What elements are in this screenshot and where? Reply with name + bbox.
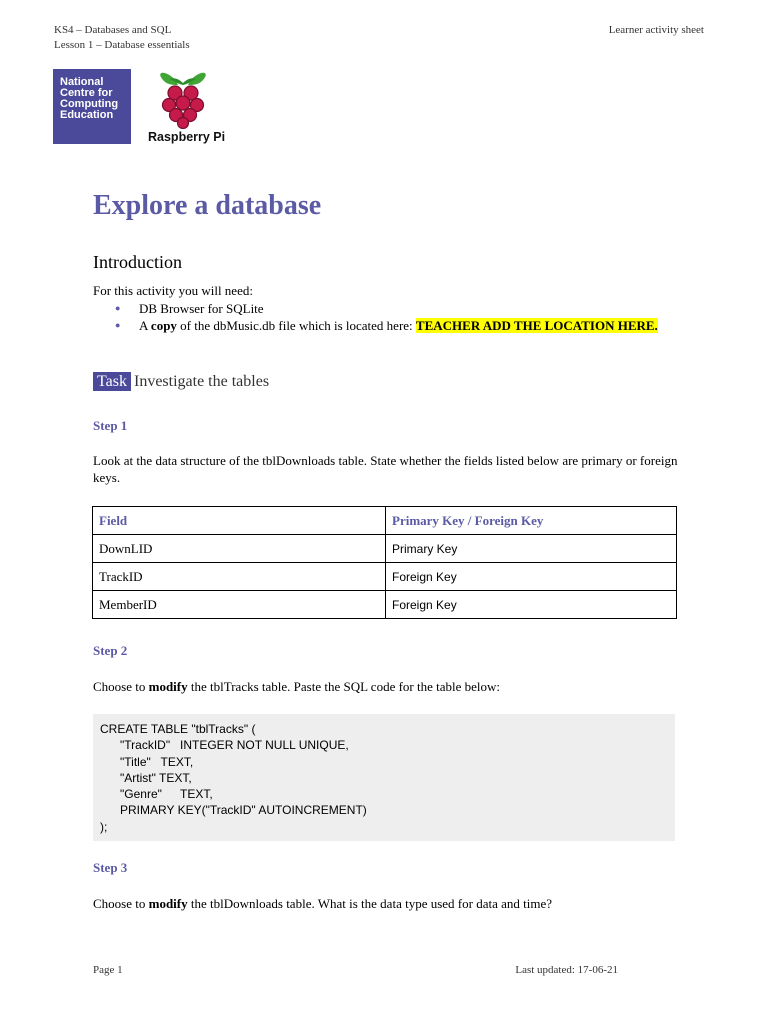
key-type-cell: Primary Key (386, 535, 677, 563)
table-row (93, 591, 677, 619)
table-row (93, 563, 677, 591)
code-line: PRIMARY KEY("TrackID" AUTOINCREMENT) (100, 803, 367, 818)
raspberry-pi-logo (146, 67, 236, 147)
introduction-heading: Introduction (93, 252, 182, 272)
step-2-text: Choose to modify the tblTracks table. Paste the SQL code for the table below: (93, 679, 501, 694)
raspberry-pi-wordmark: Raspberry Pi (148, 130, 226, 144)
code-line: "TrackID" INTEGER NOT NULL UNIQUE, (100, 738, 349, 753)
sql-code-block[interactable] (93, 714, 675, 841)
course-name: KS4 – Databases and SQL (54, 24, 172, 36)
keys-table (92, 506, 677, 619)
last-updated: Last updated: 17-06-21 (515, 964, 618, 976)
introduction-text: For this activity you will need: (93, 283, 253, 298)
sheet-type: Learner activity sheet (608, 24, 704, 36)
table-header-row (93, 507, 677, 535)
code-line: "Title" TEXT, (100, 754, 194, 769)
list-item: ● A copy of the dbMusic.db file which is located here: TEACHER ADD THE LOCATION HERE. (113, 317, 683, 334)
task-badge: Task (93, 372, 131, 391)
step-1-label: Step 1 (93, 418, 128, 433)
code-line: "Genre" TEXT, (100, 787, 213, 802)
key-type-cell: Foreign Key (386, 563, 677, 591)
code-line: "Artist" TEXT, (100, 770, 192, 785)
field-cell: TrackID (93, 563, 386, 591)
requirements-list (113, 300, 683, 334)
column-header-key-type: Primary Key / Foreign Key (386, 507, 677, 535)
raspberry-icon (146, 67, 236, 129)
lesson-name: Lesson 1 – Database essentials (54, 39, 190, 51)
teacher-location-placeholder: TEACHER ADD THE LOCATION HERE. (415, 318, 658, 333)
step-3-label: Step 3 (93, 860, 128, 875)
document-header-left (54, 23, 190, 53)
step-3-text: Choose to modify the tblDownloads table. What is the data type used for data and time? (93, 896, 552, 911)
code-line: ); (100, 819, 108, 834)
field-cell: DownLID (93, 535, 386, 563)
field-cell: MemberID (93, 591, 386, 619)
ncce-logo: National Centre for Computing Education (53, 69, 131, 144)
column-header-field: Field (93, 507, 386, 535)
task-heading (93, 372, 269, 392)
list-item: ● DB Browser for SQLite (113, 300, 683, 317)
page-title: Explore a database (93, 190, 322, 221)
code-line: CREATE TABLE "tblTracks" ( (100, 722, 256, 736)
key-type-cell: Foreign Key (386, 591, 677, 619)
table-row (93, 535, 677, 563)
step-2-label: Step 2 (93, 643, 128, 658)
task-title: Investigate the tables (133, 373, 270, 390)
page-number: Page 1 (93, 964, 123, 976)
step-1-text: Look at the data structure of the tblDownloads table. State whether the fields listed below are primary or foreign keys. (93, 453, 678, 485)
